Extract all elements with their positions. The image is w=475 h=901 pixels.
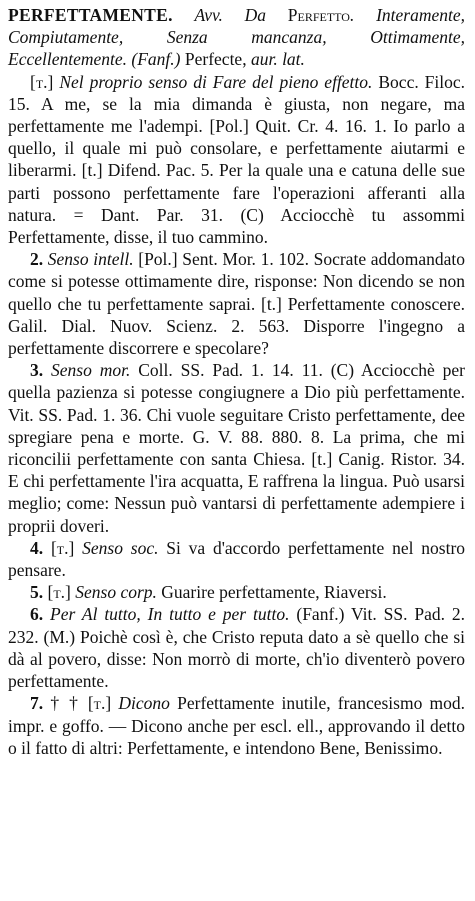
sense-2	[8, 248, 465, 359]
etymology-prefix: Da	[244, 5, 267, 25]
sense-tag: [t.]	[30, 71, 54, 92]
sense-number: 7.	[30, 693, 44, 714]
sense-tag: † † [t.]	[50, 693, 112, 714]
sense-label: Senso soc.	[82, 537, 159, 558]
latin-note: aur. lat.	[250, 49, 305, 70]
sense-1	[8, 71, 465, 249]
sense-body: Si va d'accordo perfettamente nel nostro pensare.	[8, 537, 466, 581]
sense-label: Per Al tutto, In tutto e per tutto.	[50, 604, 290, 625]
sense-body: (Fanf.) Vit. SS. Pad. 2. 232. (M.) Poichè così è, che Cristo reputa dato a sè quello che si dà al povero, disse: Non morrò di morte, ch'io diventerò povero perfettamente.	[8, 604, 466, 692]
sense-label: Dicono	[118, 693, 170, 714]
sense-tag: [t.]	[47, 582, 71, 603]
sense-3	[8, 359, 465, 537]
sense-body: Coll. SS. Pad. 1. 14. 11. (C) Acciocchè per quella pazienza si potesse congiugnere a Dio più perfettamente. Vit. SS. Pad. 1. 36. Chi vuole seguitare Cristo perfettamente, dee spregiare pena e morte. G. V. 88. 880. 8. La prima, che mi riconcilii perfettamente con santa Chiesa. [t.] Canig. Ristor. 34. E chi perfettamente l'ira acquatta, E raffrena la lingua. Può usarsi meglio; come: Nessun può vantarsi di perfettamente adempiere i proprii doveri.	[8, 360, 466, 536]
entry-intro	[8, 4, 465, 71]
sense-4	[8, 537, 465, 581]
sense-number: 3.	[30, 360, 44, 381]
part-of-speech: Avv.	[194, 5, 223, 25]
sense-number: 2.	[30, 249, 44, 270]
sense-body: Guarire perfettamente, Riaversi.	[156, 582, 387, 603]
headword: PERFETTAMENTE.	[8, 5, 173, 25]
sense-body: [Pol.] Sent. Mor. 1. 102. Socrate addomandato come si potesse ottimamente dire, risponse: Non dicendo se non quello che tu perfettamente saprai. [t.] Perfettamente conoscere. Galil. Dial. Nuov. Scienz. 2. 563. Disporre l'ingegno a perfettamente discorrere e specolare?	[8, 249, 466, 359]
synonyms: . Interamente, Compiutamente, Senza mancanza, Ottimamente, Eccellentemente.	[8, 5, 466, 70]
latin-equivalent: Perfecte,	[184, 49, 247, 70]
sense-number: 4.	[30, 537, 44, 558]
sense-5	[8, 581, 465, 603]
sense-body: Bocc. Filoc. 15. A me, se la mia dimanda è giusta, non negare, ma perfettamente me l'adempi. [Pol.] Quit. Cr. 4. 16. 1. Io parlo a quello, il quale mi può consolare, e perfettamente aiutarmi e liberarmi. [t.] Difend. Pac. 5. Per la quale una e catuna delle sue parti possono perfettamente fare l'operazioni afferanti alla natura. = Dant. Par. 31. (C) Acciocchè tu assommi Perfettamente, disse, il tuo cammino.	[8, 71, 466, 248]
sense-label: Senso mor.	[51, 360, 131, 381]
sense-7	[8, 692, 465, 759]
sense-label: Senso corp.	[75, 582, 157, 603]
fanf-citation: (Fanf.)	[131, 49, 181, 70]
etymology-word: Perfetto	[287, 5, 350, 25]
sense-number: 5.	[30, 582, 44, 603]
sense-body: Perfettamente inutile, francesismo mod. impr. e goffo. — Dicono anche per escl. ell., approvando il detto o il fatto di altri: Perfettamente, e intendono Bene, Benissimo.	[8, 693, 466, 758]
sense-label: Senso intell.	[47, 249, 134, 270]
sense-number: 6.	[30, 604, 44, 625]
sense-label: Nel proprio senso di Fare del pieno effetto.	[59, 71, 373, 92]
sense-tag: [t.]	[50, 537, 75, 558]
sense-6	[8, 603, 465, 692]
